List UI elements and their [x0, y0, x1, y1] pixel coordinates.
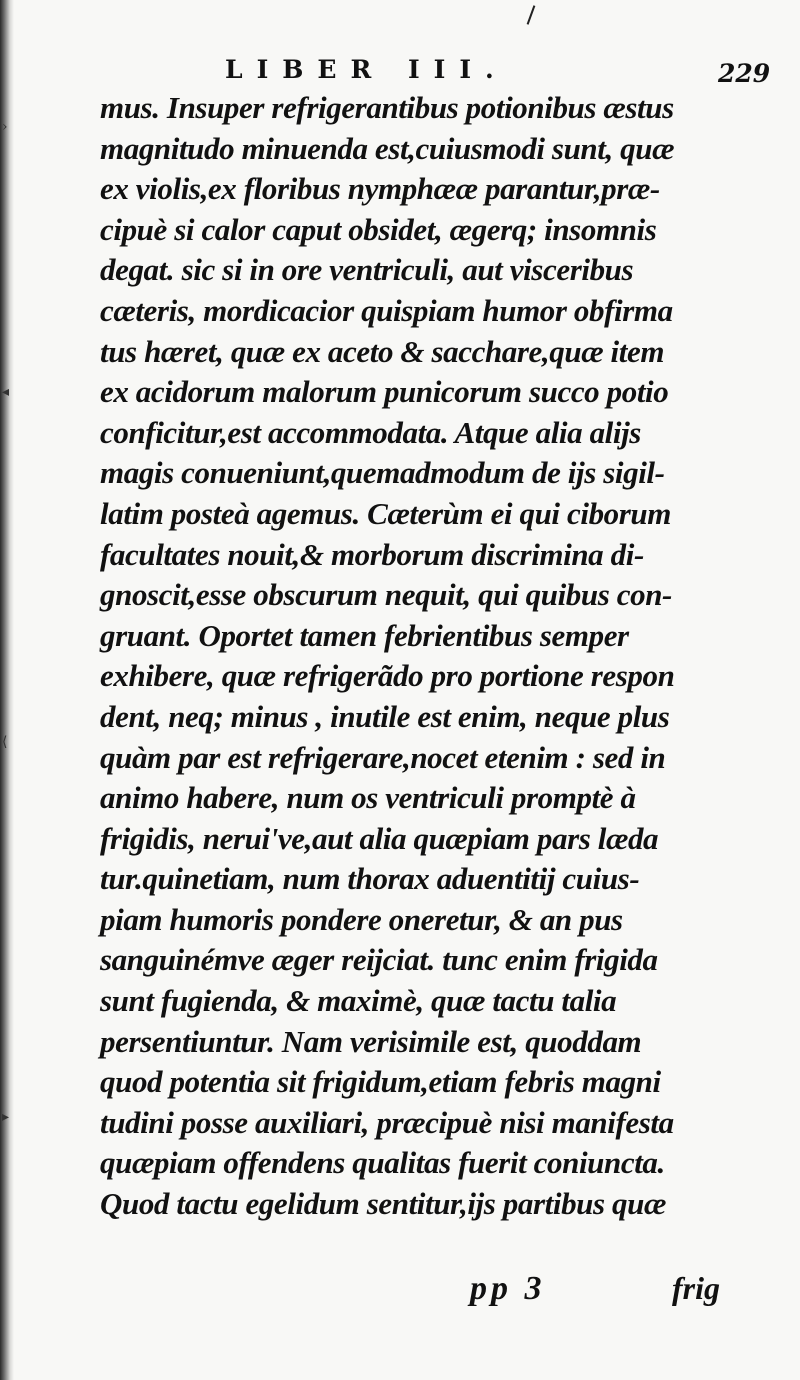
text-line: cæteris, mordicacior quispiam humor obfirma: [100, 292, 673, 328]
body-text: [100, 88, 740, 1225]
page-number: 229: [718, 59, 771, 88]
text-line: tudini posse auxiliari, præcipuè nisi manifesta: [100, 1104, 674, 1140]
text-line: ex violis,ex floribus nymphææ parantur,præ-: [100, 171, 660, 207]
text-line: quæpiam offendens qualitas fuerit coniuncta.: [100, 1145, 665, 1181]
text-line: sanguinémve æger reijciat. tunc enim frigida: [100, 942, 658, 978]
text-line: frigidis, nerui've,aut alia quæpiam pars læda: [100, 820, 659, 856]
text-line: piam humoris pondere oneretur, & an pus: [100, 901, 623, 937]
running-head: LIBER III.: [225, 55, 508, 84]
text-line: cipuè si calor caput obsidet, ægerq; insomnis: [100, 211, 657, 247]
text-line: tur.quinetiam, num thorax aduentitij cuius-: [100, 861, 640, 897]
text-line: conficitur,est accommodata. Atque alia alijs: [100, 414, 641, 450]
text-line: dent, neq; minus , inutile est enim, neque plus: [100, 698, 670, 734]
text-line: degat. sic si in ore ventriculi, aut visceribus: [100, 252, 634, 288]
text-line: facultates nouit,& morborum discrimina di-: [100, 536, 644, 572]
stray-pen-mark: [527, 5, 536, 24]
text-line: latim posteà agemus. Cæterùm ei qui ciborum: [100, 495, 671, 531]
signature-mark: pp 3: [470, 1270, 546, 1307]
text-line: ex acidorum malorum punicorum succo potio: [100, 374, 669, 410]
text-line: gruant. Oportet tamen febrientibus semper: [100, 617, 629, 653]
text-line: quod potentia sit frigidum,etiam febris magni: [100, 1064, 661, 1100]
text-line: persentiuntur. Nam verisimile est, quoddam: [100, 1023, 642, 1059]
margin-mark: ◂: [2, 384, 10, 400]
text-line: magnitudo minuenda est,cuiusmodi sunt, quæ: [100, 130, 675, 166]
text-line: exhibere, quæ refrigerãdo pro portione respon: [100, 658, 675, 694]
margin-mark: ›: [2, 119, 8, 135]
text-line: magis conueniunt,quemadmodum de ijs sigil-: [100, 455, 665, 491]
text-line: tus hæret, quæ ex aceto & sacchare,quæ item: [100, 333, 665, 369]
catchword: frig: [672, 1270, 720, 1306]
text-line: sunt fugienda, & maximè, quæ tactu talia: [100, 983, 617, 1019]
text-line: mus. Insuper refrigerantibus potionibus æstus: [100, 90, 674, 125]
margin-mark: ⟨: [2, 734, 8, 750]
binding-gutter: [0, 0, 14, 1380]
text-line: quàm par est refrigerare,nocet etenim : sed in: [100, 739, 666, 775]
text-line: animo habere, num os ventriculi promptè à: [100, 780, 636, 816]
page-footer: [0, 1270, 800, 1320]
text-line: Quod tactu egelidum sentitur,ijs partibus quæ: [100, 1186, 666, 1222]
margin-mark: ▸: [2, 1109, 10, 1125]
text-line: gnoscit,esse obscurum nequit, qui quibus con-: [100, 577, 672, 613]
